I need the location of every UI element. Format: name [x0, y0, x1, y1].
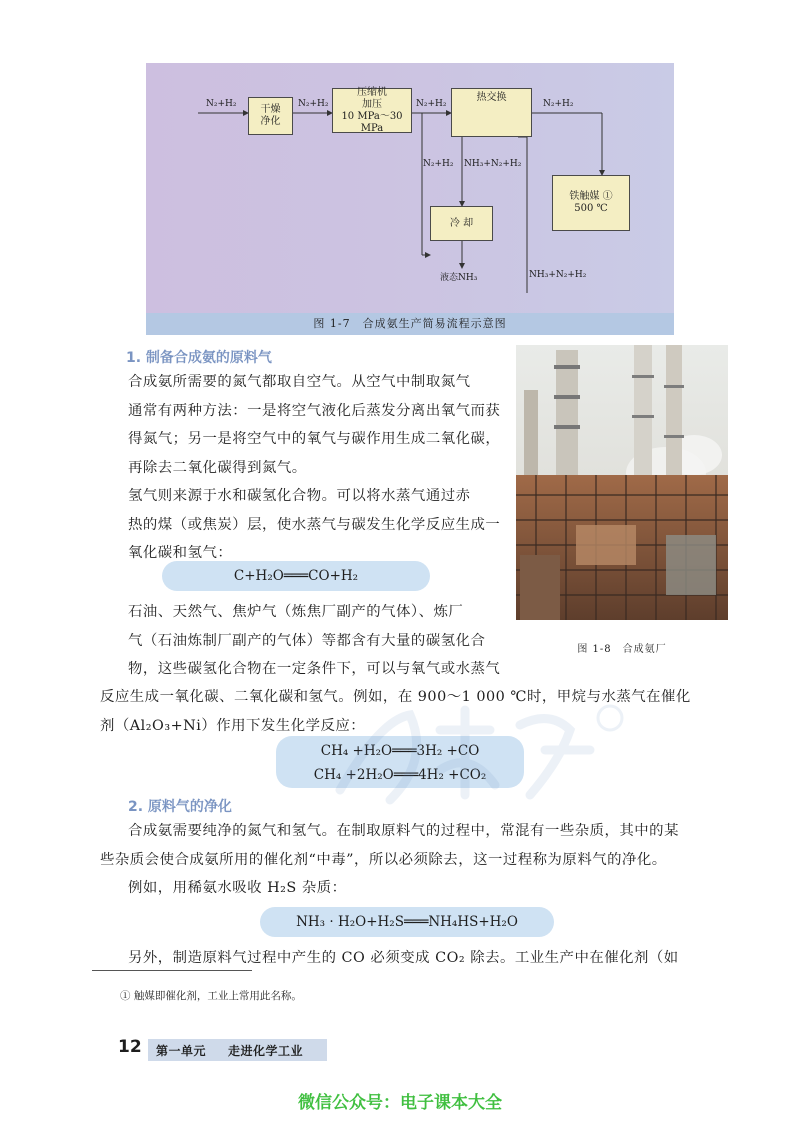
cooling-label: 冷 却 [449, 217, 474, 229]
section-1-paragraph-2 [128, 482, 500, 568]
section-1-paragraph-3 [128, 598, 500, 684]
flow-label-liquid-nh3: 液态NH₃ [440, 273, 478, 283]
text-line: 得氮气；另一是将空气中的氧气与碳作用生成二氧化碳， [128, 431, 501, 448]
unit-label: 第一单元 [156, 1044, 207, 1058]
text-line: 再除去二氧化碳得到氮气。 [128, 459, 307, 476]
text-line: 通常有两种方法：一是将空气液化后蒸发分离出氧气而获 [128, 402, 501, 419]
dry-label: 干燥 [260, 104, 281, 115]
figure-1-7-caption: 图 1-7 合成氨生产简易流程示意图 [313, 317, 507, 330]
text-line: 些杂质会使合成氨所用的催化剂“中毒”，所以必须除去，这一过程称为原料气的净化。 [100, 851, 667, 868]
section-2-heading: 2. 原料气的净化 [128, 799, 232, 815]
text-line: 合成氨需要纯净的氮气和氢气。在制取原料气的过程中，常混有一些杂质，其中的某 [128, 823, 679, 839]
figure-1-8-caption: 图 1-8 合成氨厂 [577, 644, 667, 655]
text-line: 物，这些碳氢化合物在一定条件下，可以与氧气或水蒸气 [128, 661, 501, 678]
purify-label: 净化 [260, 116, 281, 127]
unit-title: 走进化学工业 [228, 1044, 304, 1058]
temperature-label: 500 ℃ [574, 203, 608, 214]
section-2-paragraph-1 [100, 817, 679, 874]
equation-methane-co: CH₄ +H₂O═══3H₂ +CO [320, 743, 480, 759]
heat-exchange-box [451, 88, 532, 137]
text-line: 气（石油炼制厂副产的气体）等都含有大量的碳氢化合 [128, 632, 486, 649]
equation-coal-gasification: C+H₂O═══CO+H₂ [162, 561, 430, 591]
catalyst-box [552, 175, 630, 231]
dry-purify-box [248, 97, 293, 135]
text-line: 反应生成一氧化碳、二氧化碳和氢气。例如，在 900～1 000 ℃时，甲烷与水蒸气在催化 [100, 689, 691, 705]
process-flow-diagram [146, 63, 674, 335]
flow-label-return: NH₃+N₂+H₂ [529, 270, 587, 280]
text-line: 氢气则来源于水和碳氢化合物。可以将水蒸气通过赤 [128, 488, 471, 504]
footnote: ① 触媒即催化剂，工业上常用此名称。 [120, 990, 302, 1002]
wechat-account-label: 微信公众号：电子课本大全 [298, 1093, 502, 1113]
page-number: 12 [118, 1037, 142, 1057]
text-line: 合成氨所需要的氮气都取自空气。从空气中制取氮气 [128, 374, 471, 390]
compressor-box [332, 88, 412, 133]
equation-methane-co2: CH₄ +2H₂O═══4H₂ +CO₂ [313, 767, 487, 783]
text-line: 剂（Al₂O₃+Ni）作用下发生化学反应： [100, 717, 366, 734]
flow-label-mix: NH₃+N₂+H₂ [464, 159, 522, 169]
heat-exchange-label: 热交换 [476, 92, 507, 103]
text-line: 氧化碳和氢气： [128, 545, 233, 562]
ammonia-plant-photo [516, 345, 728, 620]
footnote-divider [92, 970, 252, 971]
flow-label-after-compress: N₂+H₂ [416, 99, 447, 109]
plant-illustration [516, 345, 728, 620]
flow-label-inlet: N₂+H₂ [206, 99, 237, 109]
flow-label-loop: N₂+H₂ [423, 159, 454, 169]
section-2-paragraph-2: 例如，用稀氨水吸收 H₂S 杂质： [128, 880, 347, 896]
section-2-paragraph-3: 另外，制造原料气过程中产生的 CO 必须变成 CO₂ 除去。工业生产中在催化剂（如 [128, 950, 679, 966]
pressure-range-label: 10 MPa～30 MPa [341, 110, 403, 134]
pressurize-label: 加压 [362, 98, 382, 110]
text-line: 石油、天然气、焦炉气（炼焦厂副产的气体）、炼厂 [128, 604, 464, 620]
equation-h2s-absorption: NH₃ · H₂O+H₂S═══NH₄HS+H₂O [260, 907, 554, 937]
compressor-label: 压缩机 [357, 86, 387, 98]
section-1-paragraph-1 [128, 368, 500, 482]
text-line: 热的煤（或焦炭）层，使水蒸气与碳发生化学反应生成一 [128, 516, 501, 533]
flow-label-after-dry: N₂+H₂ [298, 99, 329, 109]
section-1-heading: 1. 制备合成氨的原料气 [126, 350, 272, 366]
publisher-watermark [320, 700, 640, 810]
flow-label-to-catalyst: N₂+H₂ [543, 99, 574, 109]
cooling-box [430, 206, 493, 241]
catalyst-label: 铁触媒 ① [569, 191, 613, 202]
